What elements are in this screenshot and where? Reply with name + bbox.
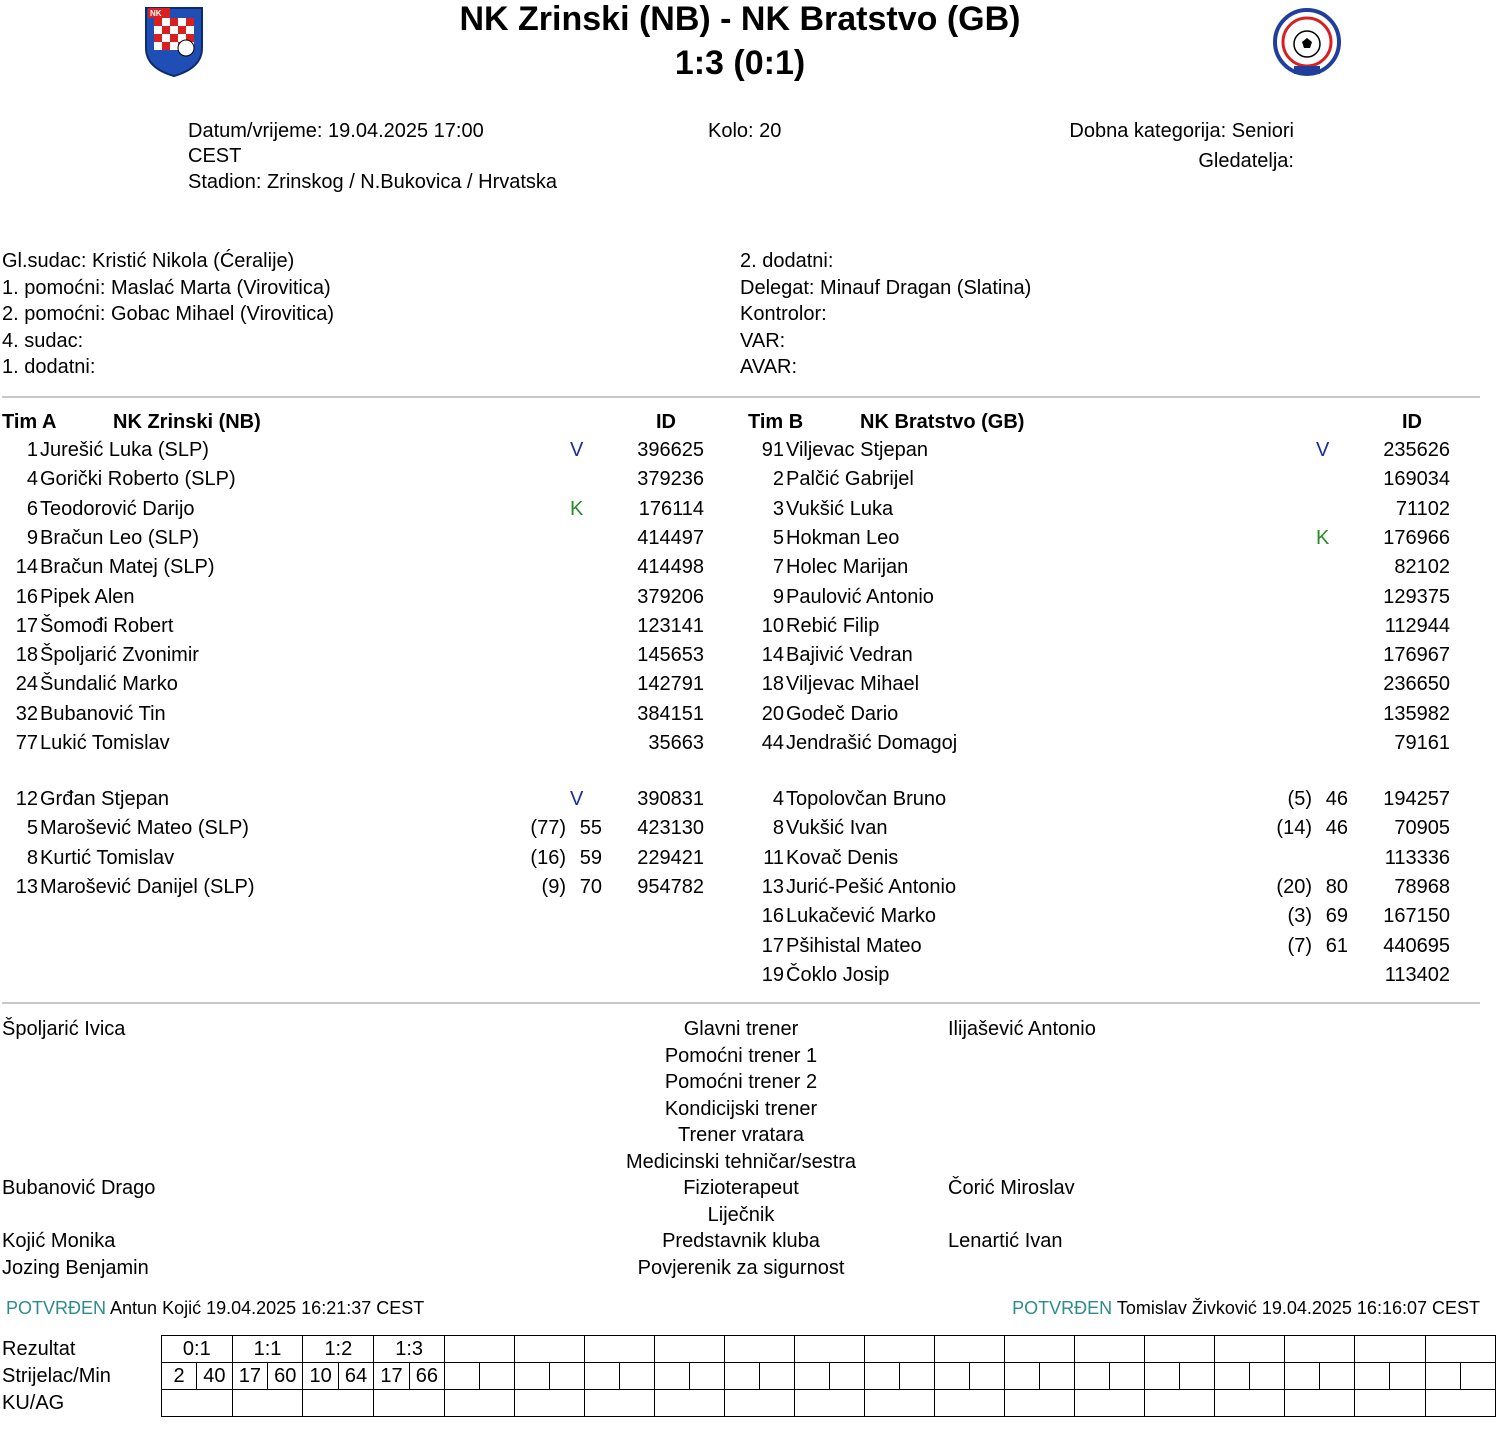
age-category: Dobna kategorija: Seniori (1069, 120, 1294, 142)
scorer-number-cell (1075, 1363, 1110, 1390)
player-number: 8 (26, 846, 38, 869)
ku-ag-cell (1355, 1390, 1425, 1417)
scorer-minute-cell (1040, 1363, 1075, 1390)
staff-team-b: Lenartić Ivan (948, 1230, 1063, 1252)
player-id: 379206 (637, 585, 704, 608)
player-id: 176114 (638, 497, 704, 520)
scorer-minute-cell (1460, 1363, 1495, 1390)
result-cell (725, 1336, 795, 1363)
row-label-ku: KU/AG (2, 1392, 65, 1414)
player-id: 167150 (1383, 905, 1450, 928)
scorer-number-cell (1285, 1363, 1320, 1390)
player-number: 24 (15, 673, 38, 696)
player-name: Vukšić Ivan (786, 817, 888, 840)
match-title: NK Zrinski (NB) - NK Bratstvo (GB) (459, 0, 1021, 38)
sub-minute: 46 (1325, 788, 1348, 810)
official-line: 2. pomoćni: Gobac Mihael (Virovitica) (2, 303, 334, 325)
player-id: 112944 (1384, 614, 1450, 637)
ku-ag-cell (445, 1390, 515, 1417)
player-id: 384151 (637, 702, 704, 725)
scorer-minute-cell (1250, 1363, 1285, 1390)
player-role-mark: K (570, 497, 584, 520)
player-name: Bračun Leo (SLP) (40, 526, 199, 549)
player-name: Hokman Leo (786, 526, 900, 549)
player-id: 423130 (637, 817, 704, 840)
official-line: 1. pomoćni: Maslać Marta (Virovitica) (2, 276, 331, 299)
player-id: 35663 (648, 732, 704, 754)
player-number: 10 (761, 614, 784, 637)
ku-ag-cell (935, 1390, 1005, 1417)
scorer-number-cell (1215, 1363, 1250, 1390)
ku-ag-cell (795, 1390, 865, 1417)
player-id: 954782 (637, 875, 704, 898)
player-number: 91 (761, 439, 784, 461)
status-badge: POTVRĐEN (6, 1298, 107, 1318)
player-name: Marošević Danijel (SLP) (40, 875, 255, 898)
ku-ag-cell (865, 1390, 935, 1417)
sub-minute: 70 (579, 875, 602, 898)
player-name: Kurtić Tomislav (40, 846, 175, 869)
official-line: Gl.sudac: Kristić Nikola (Ćeralije) (2, 250, 295, 272)
player-id: 235626 (1383, 439, 1450, 461)
staff-team-b: Ilijašević Antonio (948, 1018, 1096, 1040)
away-logo (1270, 8, 1344, 83)
official-line: Kontrolor: (740, 303, 827, 325)
player-id: 145653 (637, 644, 704, 667)
player-number: 7 (772, 556, 784, 579)
result-cell (935, 1336, 1005, 1363)
staff-role: Predstavnik kluba (662, 1230, 820, 1252)
confirm-left (6, 1298, 424, 1319)
official-line: 2. dodatni: (740, 250, 834, 272)
staff-role: Pomoćni trener 1 (664, 1044, 818, 1067)
staff-team-a: Špoljarić Ivica (2, 1018, 126, 1040)
player-number: 2 (772, 468, 784, 491)
player-row (0, 732, 1496, 761)
player-number: 4 (26, 468, 38, 491)
scorer-number-cell (515, 1363, 550, 1390)
player-name: Jurić-Pešić Antonio (786, 875, 957, 898)
player-number: 44 (761, 732, 784, 754)
player-row (0, 586, 1496, 615)
player-number: 9 (772, 585, 784, 608)
player-id: 123141 (637, 614, 704, 637)
score-table (161, 1335, 1496, 1417)
player-number: 13 (15, 875, 38, 898)
result-cell (1215, 1336, 1285, 1363)
player-row (0, 788, 1496, 817)
scorer-minute-cell: 66 (409, 1363, 444, 1390)
player-number: 18 (761, 673, 784, 696)
sub-minute: 55 (579, 817, 602, 840)
team-a-id-header: ID (656, 411, 676, 433)
player-id: 113402 (1384, 963, 1450, 986)
ku-ag-cell (655, 1390, 725, 1417)
result-cell (445, 1336, 515, 1363)
player-role-mark: V (570, 439, 584, 461)
ku-ag-cell (1145, 1390, 1215, 1417)
substituted-player: (20) (1276, 875, 1312, 898)
sub-minute: 59 (579, 846, 602, 869)
staff-team-a: Jozing Benjamin (2, 1256, 149, 1279)
result-cell (1075, 1336, 1145, 1363)
player-name: Šundalić Marko (40, 673, 178, 696)
ku-ag-cell (515, 1390, 585, 1417)
official-line: 4. sudac: (2, 329, 84, 352)
substituted-player: (9) (541, 875, 566, 898)
player-number: 16 (15, 585, 38, 608)
team-b-id-header: ID (1402, 411, 1422, 433)
player-id: 414498 (637, 556, 704, 579)
result-cell (1425, 1336, 1496, 1363)
round: Kolo: 20 (708, 120, 782, 142)
player-number: 5 (26, 817, 38, 840)
player-name: Čoklo Josip (786, 963, 890, 986)
scorer-minute-cell (1390, 1363, 1425, 1390)
player-id: 78968 (1394, 875, 1450, 898)
player-row (0, 439, 1496, 468)
row-label-scorer: Strijelac/Min (2, 1365, 111, 1387)
player-id: 396625 (637, 439, 704, 461)
player-id: 176967 (1383, 644, 1450, 667)
player-role-mark: V (570, 788, 584, 810)
player-id: 379236 (637, 468, 704, 491)
staff-role: Povjerenik za sigurnost (637, 1256, 845, 1279)
scorer-minute-cell: 40 (197, 1363, 232, 1390)
row-label-result: Rezultat (2, 1338, 76, 1360)
player-id: 169034 (1383, 468, 1450, 491)
team-a-name: NK Zrinski (NB) (113, 411, 261, 433)
result-cell (1145, 1336, 1215, 1363)
svg-text:NK: NK (150, 9, 162, 18)
scorer-number-cell (585, 1363, 620, 1390)
ku-ag-cell (303, 1390, 374, 1417)
player-id: 82102 (1394, 556, 1450, 579)
player-name: Šomođi Robert (40, 614, 174, 637)
player-name: Gorički Roberto (SLP) (40, 468, 236, 491)
scorer-minute-cell (1320, 1363, 1355, 1390)
player-id: 176966 (1383, 526, 1450, 549)
staff-team-a: Kojić Monika (2, 1230, 116, 1252)
player-number: 19 (761, 963, 784, 986)
player-name: Grđan Stjepan (40, 788, 169, 810)
player-number: 18 (15, 644, 38, 667)
player-name: Rebić Filip (786, 614, 880, 637)
datetime: Datum/vrijeme: 19.04.2025 17:00 (188, 120, 484, 142)
scorer-number-cell: 17 (374, 1363, 409, 1390)
player-number: 1 (26, 439, 38, 461)
substituted-player: (3) (1287, 905, 1312, 928)
player-id: 71102 (1395, 497, 1450, 520)
player-number: 11 (763, 846, 784, 869)
staff-team-b: Čorić Miroslav (948, 1177, 1075, 1199)
player-number: 12 (15, 788, 38, 810)
ku-ag-cell (162, 1390, 233, 1417)
staff-role: Glavni trener (683, 1018, 799, 1040)
player-role-mark: K (1316, 526, 1330, 549)
scorer-minute-cell (970, 1363, 1005, 1390)
scorer-minute-cell (480, 1363, 515, 1390)
player-number: 14 (15, 556, 38, 579)
scorer-minute-cell (550, 1363, 585, 1390)
player-name: Lukačević Marko (786, 905, 937, 928)
player-name: Jurešić Luka (SLP) (40, 439, 209, 461)
ku-ag-cell (1215, 1390, 1285, 1417)
player-name: Pšihistal Mateo (786, 934, 922, 957)
player-row (0, 703, 1496, 732)
official-line: Delegat: Minauf Dragan (Slatina) (740, 276, 1032, 299)
scorer-number-cell: 10 (303, 1363, 338, 1390)
scorer-minute-cell (830, 1363, 865, 1390)
player-id: 440695 (1383, 934, 1450, 957)
confirm-left-text: Antun Kojić 19.04.2025 16:21:37 CEST (110, 1298, 425, 1318)
player-name: Lukić Tomislav (40, 732, 170, 754)
official-line: 1. dodatni: (2, 356, 96, 378)
player-name: Teodorović Darijo (40, 497, 195, 520)
staff-role: Pomoćni trener 2 (664, 1071, 818, 1093)
player-name: Marošević Mateo (SLP) (40, 817, 249, 840)
substituted-player: (16) (530, 846, 566, 869)
sub-minute: 80 (1325, 875, 1348, 898)
result-cell: 0:1 (162, 1336, 233, 1363)
divider (2, 1002, 1480, 1004)
player-row (0, 644, 1496, 673)
ku-ag-cell (1285, 1390, 1355, 1417)
player-id: 142791 (637, 673, 704, 696)
player-name: Bajivić Vedran (786, 644, 913, 667)
staff-role: Medicinski tehničar/sestra (625, 1150, 857, 1173)
result-cell: 1:3 (374, 1336, 445, 1363)
player-row (0, 498, 1496, 527)
player-row (0, 935, 1496, 964)
player-number: 5 (772, 526, 784, 549)
scorer-number-cell (1145, 1363, 1180, 1390)
scorer-minute-cell: 64 (338, 1363, 373, 1390)
player-number: 16 (761, 905, 784, 928)
player-row (0, 527, 1496, 556)
confirm-right-text: Tomislav Živković 19.04.2025 16:16:07 CEST (1116, 1298, 1480, 1318)
match-score: 1:3 (0:1) (674, 44, 806, 82)
ku-ag-cell (374, 1390, 445, 1417)
player-row (0, 847, 1496, 876)
team-b-label: Tim B (748, 411, 804, 433)
ku-ag-cell (725, 1390, 795, 1417)
player-number: 13 (761, 875, 784, 898)
scorer-number-cell (935, 1363, 970, 1390)
player-number: 14 (761, 644, 784, 667)
substituted-player: (5) (1287, 788, 1312, 810)
scorer-minute-cell (620, 1363, 655, 1390)
scorer-number-cell: 17 (232, 1363, 267, 1390)
spectators: Gledatelja: (1198, 150, 1294, 172)
player-number: 4 (772, 788, 784, 810)
player-id: 113336 (1384, 846, 1450, 869)
player-number: 32 (15, 702, 38, 725)
team-a-label: Tim A (2, 411, 57, 433)
player-name: Jendrašić Domagoj (786, 732, 958, 754)
player-number: 6 (26, 497, 38, 520)
staff-team-a: Bubanović Drago (2, 1177, 156, 1199)
staff-role: Liječnik (707, 1203, 775, 1226)
scorer-minute-cell (1110, 1363, 1145, 1390)
player-number: 8 (772, 817, 784, 840)
player-row (0, 468, 1496, 497)
player-number: 9 (26, 526, 38, 549)
scorer-number-cell (725, 1363, 760, 1390)
result-cell (1355, 1336, 1425, 1363)
official-line: VAR: (740, 329, 786, 352)
player-name: Bubanović Tin (40, 702, 166, 725)
result-cell (655, 1336, 725, 1363)
scorer-number-cell (795, 1363, 830, 1390)
scorer-number-cell (865, 1363, 900, 1390)
player-number: 17 (761, 934, 784, 957)
result-cell: 1:1 (232, 1336, 303, 1363)
player-number: 77 (15, 732, 38, 754)
timezone: CEST (188, 145, 242, 167)
result-cell (585, 1336, 655, 1363)
ku-ag-cell (1425, 1390, 1496, 1417)
player-role-mark: V (1316, 439, 1330, 461)
ku-ag-cell (585, 1390, 655, 1417)
official-line: AVAR: (740, 356, 798, 378)
sub-minute: 46 (1325, 817, 1348, 840)
ku-ag-cell (232, 1390, 303, 1417)
player-id: 390831 (637, 788, 704, 810)
player-id: 135982 (1383, 702, 1450, 725)
player-row (0, 876, 1496, 905)
status-badge: POTVRĐEN (1012, 1298, 1113, 1318)
sub-minute: 69 (1325, 905, 1348, 928)
scorer-minute-cell (760, 1363, 795, 1390)
substituted-player: (7) (1287, 934, 1312, 957)
player-name: Viljevac Stjepan (786, 439, 928, 461)
player-name: Pipek Alen (40, 585, 135, 608)
player-name: Viljevac Mihael (786, 673, 920, 696)
staff-role: Trener vratara (678, 1124, 804, 1146)
scorer-number-cell: 2 (162, 1363, 197, 1390)
player-id: 79161 (1394, 732, 1450, 754)
staff-role: Fizioterapeut (683, 1177, 799, 1199)
player-row (0, 615, 1496, 644)
result-cell (865, 1336, 935, 1363)
result-cell (795, 1336, 865, 1363)
team-b-name: NK Bratstvo (GB) (860, 411, 1025, 433)
scorer-number-cell (1005, 1363, 1040, 1390)
home-logo (140, 4, 208, 83)
confirm-right (1012, 1298, 1480, 1319)
player-row (0, 964, 1496, 993)
player-number: 3 (772, 497, 784, 520)
result-cell: 1:2 (303, 1336, 374, 1363)
player-name: Špoljarić Zvonimir (40, 644, 199, 667)
player-row (0, 817, 1496, 846)
ku-ag-cell (1075, 1390, 1145, 1417)
scorer-number-cell (1425, 1363, 1460, 1390)
scorer-number-cell (445, 1363, 480, 1390)
player-name: Palčić Gabrijel (786, 468, 914, 491)
stadium: Stadion: Zrinskog / N.Bukovica / Hrvatska (188, 171, 558, 193)
scorer-minute-cell (900, 1363, 935, 1390)
player-name: Vukšić Luka (786, 497, 894, 520)
staff-role: Kondicijski trener (664, 1097, 818, 1120)
substituted-player: (14) (1276, 817, 1312, 840)
player-id: 129375 (1383, 585, 1450, 608)
ku-ag-cell (1005, 1390, 1075, 1417)
player-id: 229421 (637, 846, 704, 869)
result-cell (515, 1336, 585, 1363)
player-number: 20 (761, 702, 784, 725)
player-name: Topolovčan Bruno (786, 788, 947, 810)
player-number: 17 (15, 614, 38, 637)
player-id: 236650 (1383, 673, 1450, 696)
result-cell (1005, 1336, 1075, 1363)
player-id: 194257 (1383, 788, 1450, 810)
scorer-minute-cell (690, 1363, 725, 1390)
result-cell (1285, 1336, 1355, 1363)
player-row (0, 905, 1496, 934)
substituted-player: (77) (530, 817, 566, 840)
player-row (0, 673, 1496, 702)
scorer-minute-cell: 60 (268, 1363, 303, 1390)
player-id: 70905 (1394, 817, 1450, 840)
player-name: Holec Marijan (786, 556, 909, 579)
player-name: Paulović Antonio (786, 585, 934, 608)
scorer-minute-cell (1180, 1363, 1215, 1390)
player-name: Kovač Denis (786, 846, 899, 869)
scorer-number-cell (1355, 1363, 1390, 1390)
divider (2, 396, 1480, 398)
player-name: Bračun Matej (SLP) (40, 556, 215, 579)
player-id: 414497 (637, 526, 704, 549)
sub-minute: 61 (1325, 934, 1348, 957)
scorer-number-cell (655, 1363, 690, 1390)
player-row (0, 556, 1496, 585)
player-name: Godeč Dario (786, 702, 899, 725)
